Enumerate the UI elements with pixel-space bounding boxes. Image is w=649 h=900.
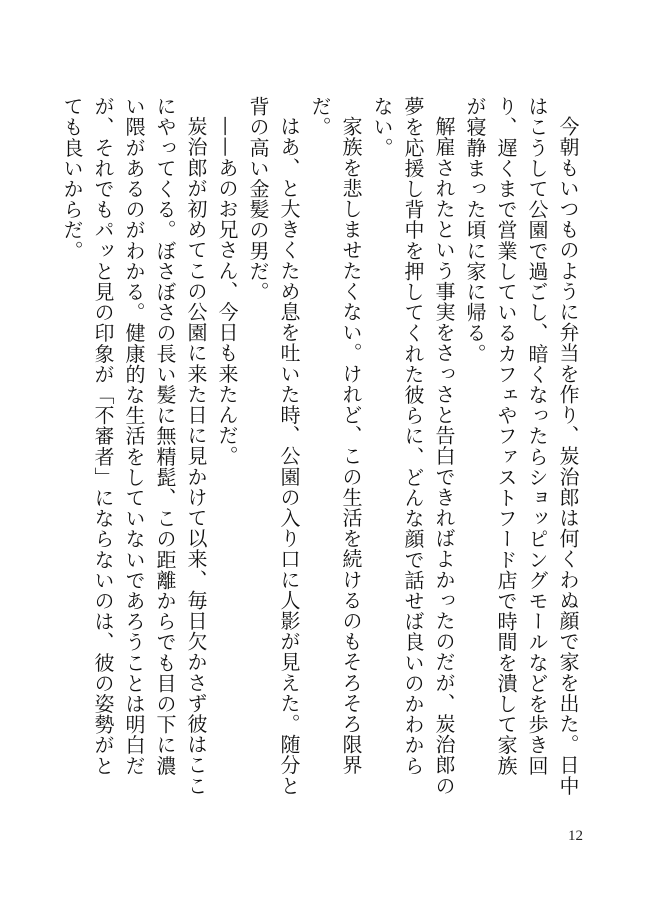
paragraph-3: 家族を悲しませたくない。けれど、この生活を続けるのもそろそろ限界だ。 (308, 96, 363, 776)
paragraph-1: 今朝もいつものように弁当を作り、炭治郎は何くわぬ顔で家を出た。日中はこうして公園で過ごし、暗くなったらショッピングモールなどを歩き回り、遅くまで営業しているカフェやファストフード店で時間を潰して家族が寝静まった頃に家に帰る。 (463, 96, 580, 796)
paragraph-2: 解雇されたという事実をさっさと告白できればよかったのだが、炭治郎の夢を応援し背中を押してくれた彼らに、どんな顔で話せば良いのかわからない。 (370, 96, 456, 796)
paragraph-6: 炭治郎が初めてこの公園に来た日に見かけて以来、毎日欠かさず彼はここにやってくる。ぼさぼさの長い髪に無精髭、この距離からでも目の下に濃い隈があるのがわかる。健康的な生活をしていないであろうことは明白だが、それでもパッと見の印象が「不審者」にならないのは、彼の姿勢がとても良いからだ。 (60, 96, 208, 796)
paragraph-4: はあ、と大きくため息を吐いた時、公園の入り口に人影が見えた。随分と背の高い金髪の男だ。 (246, 96, 301, 796)
page-number: 12 (568, 828, 583, 844)
vertical-text-body (56, 96, 583, 796)
paragraph-5: ——あのお兄さん、今日も来たんだ。 (215, 116, 239, 467)
